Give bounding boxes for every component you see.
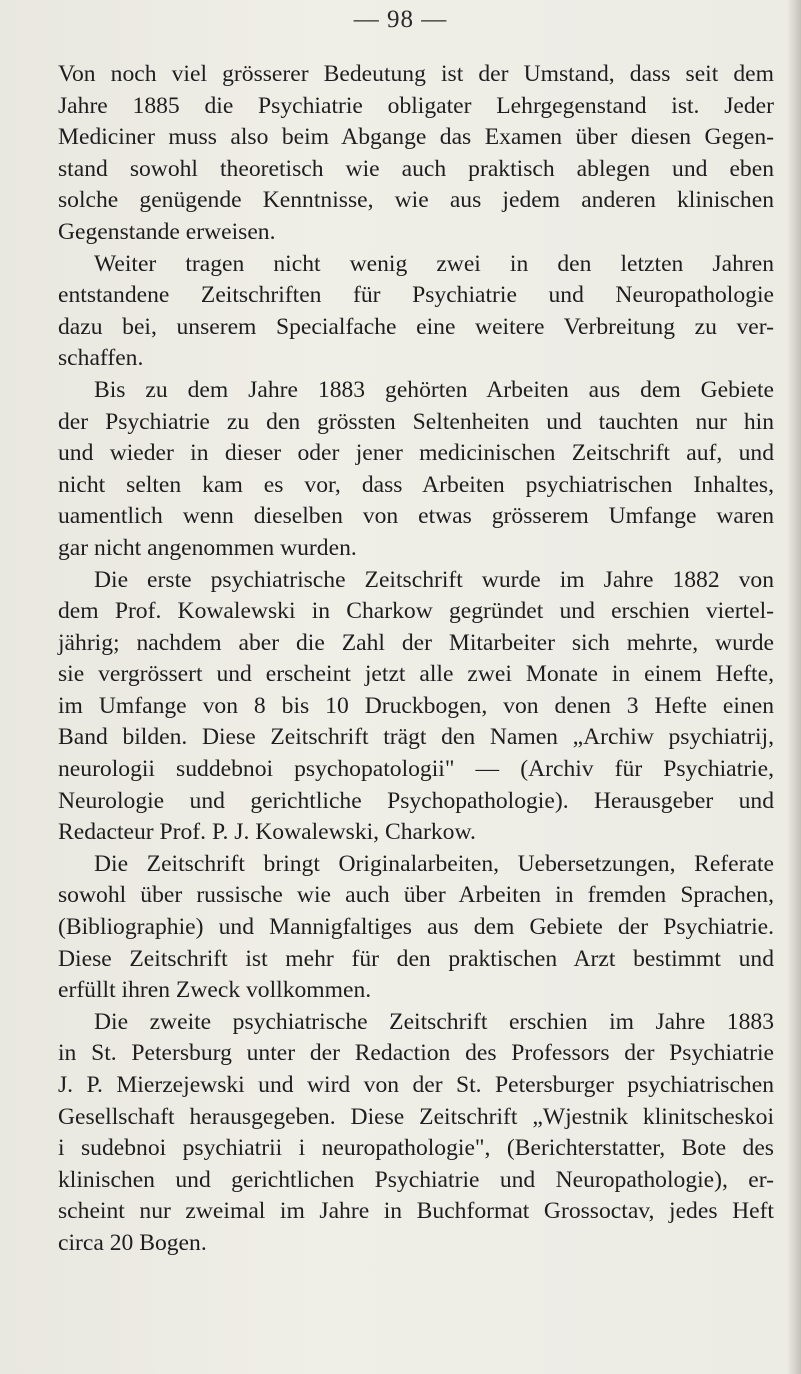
text-line: solche genügende Kenntnisse, wie aus jedem anderen klinischen [58, 187, 774, 214]
text-line: Redacteur Prof. P. J. Kowalewski, Charkow. [58, 819, 476, 846]
body-text [58, 59, 774, 1260]
text-line: Neurologie und gerichtliche Psychopathologie). Herausgeber und [58, 787, 774, 814]
paragraph [58, 59, 774, 249]
text-line: dem Prof. Kowalewski in Charkow gegründet und erschien viertel- [58, 598, 774, 625]
text-line: stand sowohl theoretisch wie auch praktisch ablegen und eben [58, 155, 774, 182]
text-line: nicht selten kam es vor, dass Arbeiten psychiatrischen Inhaltes, [58, 471, 774, 498]
text-line: und wieder in dieser oder jener medicinischen Zeitschrift auf, und [58, 440, 774, 467]
paragraph [58, 375, 774, 565]
text-line: dazu bei, unserem Specialfache eine weitere Verbreitung zu ver- [58, 313, 774, 340]
paragraph [58, 849, 774, 1007]
text-line: Gesellschaft herausgegeben. Diese Zeitschrift „Wjestnik klinitscheskoi [58, 1103, 774, 1130]
text-line: schaffen. [58, 345, 144, 372]
text-line: Gegenstande erweisen. [58, 218, 276, 245]
text-line: der Psychiatrie zu den grössten Seltenheiten und tauchten nur hin [58, 408, 774, 435]
text-line: entstandene Zeitschriften für Psychiatrie und Neuropathologie [58, 282, 774, 309]
text-line: klinischen und gerichtlichen Psychiatrie und Neuropathologie), er- [58, 1166, 774, 1193]
text-line: Die erste psychiatrische Zeitschrift wurde im Jahre 1882 von [94, 566, 774, 593]
text-line: Mediciner muss also beim Abgange das Examen über diesen Gegen- [58, 124, 774, 151]
page-edge-shadow [787, 0, 801, 1374]
text-line: J. P. Mierzejewski und wird von der St. Petersburger psychiatrischen [58, 1072, 774, 1098]
text-line: sie vergrössert und erscheint jetzt alle zwei Monate in einem Hefte, [58, 661, 774, 688]
text-line: gar nicht angenommen wurden. [58, 534, 357, 561]
text-line: Die Zeitschrift bringt Originalarbeiten, Uebersetzungen, Referate [94, 850, 774, 877]
text-line: Weiter tragen nicht wenig zwei in den letzten Jahren [94, 250, 774, 277]
text-line: Diese Zeitschrift ist mehr für den praktischen Arzt bestimmt und [58, 945, 774, 972]
text-line: Band bilden. Diese Zeitschrift trägt den Namen „Archiw psychiatrij, [58, 724, 774, 751]
page-number: — 98 — [353, 6, 448, 33]
text-line: erfüllt ihren Zweck vollkommen. [58, 977, 372, 1004]
text-line: scheint nur zweimal im Jahre in Buchformat Grossoctav, jedes Heft [58, 1198, 774, 1225]
text-line: uamentlich wenn dieselben von etwas grösserem Umfange waren [58, 503, 774, 530]
text-line: i sudebnoi psychiatrii i neuropathologie", (Berichterstatter, Bote des [58, 1135, 774, 1162]
text-line: sowohl über russische wie auch über Arbeiten in fremden Sprachen, [58, 882, 774, 909]
paragraph [58, 249, 774, 375]
paragraph [58, 1007, 774, 1260]
text-line: Jahre 1885 die Psychiatrie obligater Lehrgegenstand ist. Jeder [58, 92, 774, 119]
text-line: neurologii suddebnoi psychopatologii" — (Archiv für Psychiatrie, [58, 756, 774, 783]
text-line: in St. Petersburg unter der Redaction des Professors der Psychiatrie [58, 1040, 774, 1067]
paragraph [58, 565, 774, 849]
text-line: Die zweite psychiatrische Zeitschrift erschien im Jahre 1883 [94, 1008, 774, 1035]
text-line: Bis zu dem Jahre 1883 gehörten Arbeiten aus dem Gebiete [94, 376, 774, 403]
text-line: Von noch viel grösserer Bedeutung ist der Umstand, dass seit dem [58, 61, 774, 87]
text-line: jährig; nachdem aber die Zahl der Mitarbeiter sich mehrte, wurde [58, 629, 774, 656]
text-line: circa 20 Bogen. [58, 1229, 207, 1256]
text-line: im Umfange von 8 bis 10 Druckbogen, von denen 3 Hefte einen [58, 692, 774, 719]
text-line: (Bibliographie) und Mannigfaltiges aus dem Gebiete der Psychiatrie. [58, 914, 774, 941]
